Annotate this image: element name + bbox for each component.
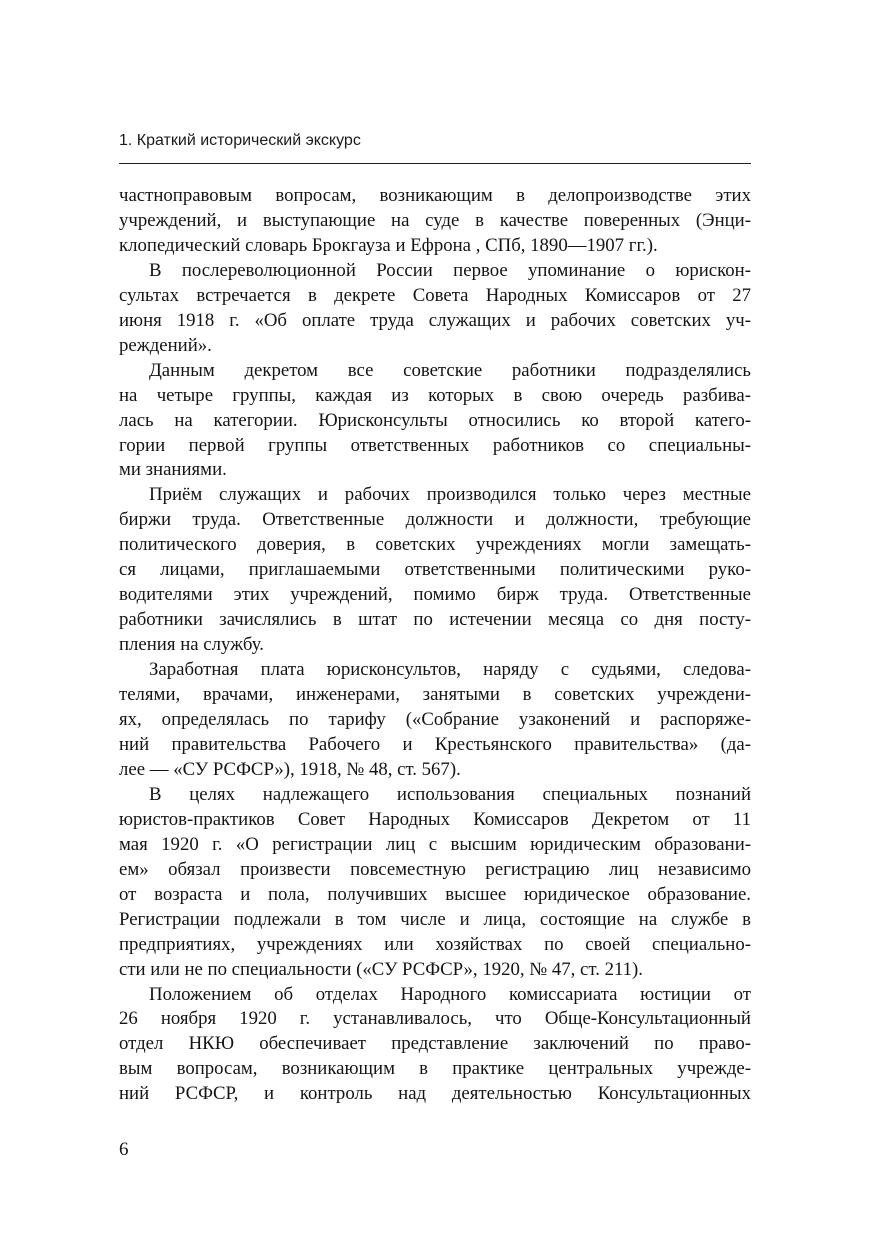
paragraph — [119, 983, 751, 1108]
text-line: политического доверия, в советских учреждениях могли замещать- — [119, 534, 751, 556]
text-line: учреждений, и выступающие на суде в качестве поверенных (Энци- — [119, 209, 751, 231]
text-line: лась на категории. Юрисконсульты относились ко второй катего- — [119, 409, 751, 431]
text-line: предприятиях, учреждениях или хозяйствах по своей специально- — [119, 933, 751, 955]
text-line: на четыре группы, каждая из которых в свою очередь разбива- — [119, 384, 751, 406]
text-line: ся лицами, приглашаемыми ответственными политическими руко- — [119, 559, 751, 581]
text-line: В целях надлежащего использования специальных познаний — [149, 783, 751, 805]
text-line: юристов-практиков Совет Народных Комиссаров Декретом от 11 — [119, 808, 751, 830]
text-line: Положением об отделах Народного комиссариата юстиции от — [149, 983, 751, 1005]
text-line: реждений». — [119, 334, 212, 356]
text-line: 26 ноября 1920 г. устанавливалось, что Обще-Консультационный — [119, 1008, 751, 1030]
text-line: мая 1920 г. «О регистрации лиц с высшим юридическим образовани- — [119, 833, 751, 855]
text-line: биржи труда. Ответственные должности и должности, требующие — [119, 509, 751, 531]
text-line: отдел НКЮ обеспечивает представление заключений по право- — [119, 1033, 751, 1055]
text-line: гории первой группы ответственных работников со специальны- — [119, 434, 751, 456]
text-line: Заработная плата юрисконсультов, наряду с судьями, следова- — [149, 659, 751, 681]
paragraph — [119, 658, 751, 783]
body-text — [119, 184, 751, 1107]
text-line: В послереволюционной России первое упоминание о юрискон- — [149, 259, 751, 281]
text-line: от возраста и пола, получивших высшее юридическое образование. — [119, 883, 751, 905]
text-line: Регистрации подлежали в том числе и лица, состоящие на службе в — [119, 908, 751, 930]
text-line: частноправовым вопросам, возникающим в делопроизводстве этих — [119, 185, 751, 206]
paragraph — [119, 259, 751, 359]
text-line: вым вопросам, возникающим в практике центральных учрежде- — [119, 1058, 751, 1080]
text-line: водителями этих учреждений, помимо бирж труда. Ответственные — [119, 584, 751, 606]
text-line: ем» обязал произвести повсеместную регистрацию лиц независимо — [119, 858, 751, 880]
header-rule — [119, 163, 751, 164]
text-line: ях, определялась по тарифу («Собрание узаконений и распоряже- — [119, 709, 751, 731]
paragraph — [119, 483, 751, 658]
text-line: клопедический словарь Брокгауза и Ефрона , СПб, 1890—1907 гг.). — [119, 234, 658, 256]
text-line: Данным декретом все советские работники подразделялись — [149, 359, 751, 381]
page-number: 6 — [119, 1139, 129, 1160]
text-line: Приём служащих и рабочих производился только через местные — [149, 484, 751, 506]
text-line: телями, врачами, инженерами, занятыми в советских учреждени- — [119, 684, 751, 706]
text-line: пления на службу. — [119, 634, 264, 656]
text-line: работники зачислялись в штат по истечении месяца со дня посту- — [119, 609, 751, 631]
paragraph — [119, 184, 751, 259]
text-line: ний правительства Рабочего и Крестьянского правительства» (да- — [119, 733, 751, 755]
text-line: сультах встречается в декрете Совета Народных Комиссаров от 27 — [119, 284, 751, 306]
text-line: июня 1918 г. «Об оплате труда служащих и рабочих советских уч- — [119, 309, 751, 331]
text-line: лее — «СУ РСФСР»), 1918, № 48, ст. 567). — [119, 758, 461, 780]
paragraph — [119, 783, 751, 983]
running-head: 1. Краткий исторический экскурс — [119, 132, 361, 149]
text-line: сти или не по специальности («СУ РСФСР», 1920, № 47, ст. 211). — [119, 958, 644, 980]
paragraph — [119, 359, 751, 484]
text-line: ми знаниями. — [119, 459, 227, 481]
text-line: ний РСФСР, и контроль над деятельностью Консультационных — [119, 1083, 751, 1105]
